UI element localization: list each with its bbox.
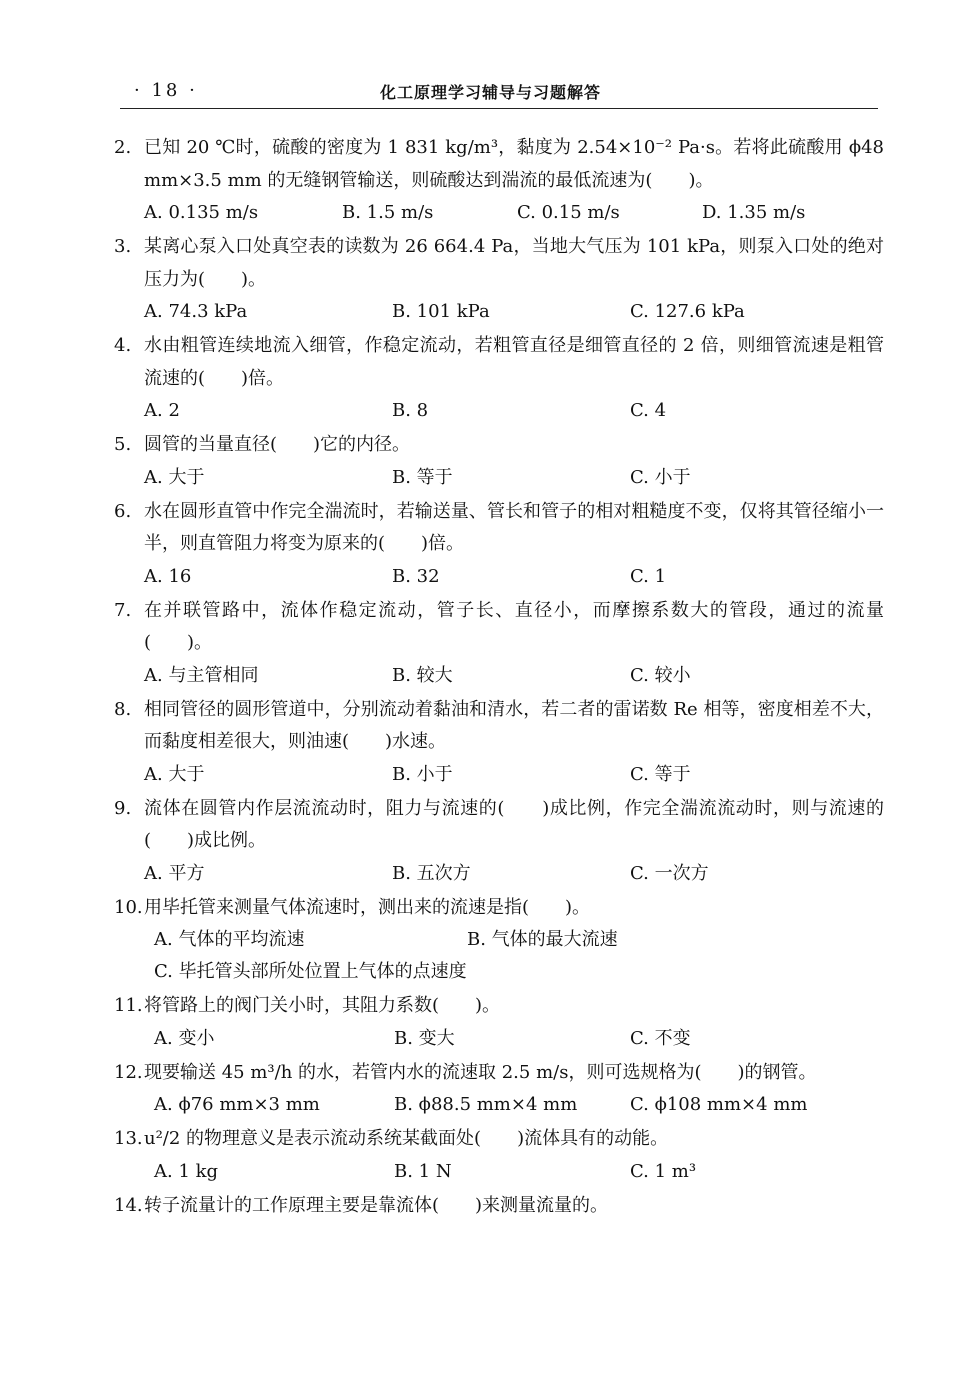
option-c: C. 一次方 [630,862,709,884]
question-text: 水在圆形直管中作完全湍流时，若输送量、管长和管子的相对粗糙度不变，仅将其管径缩小一半，则直管阻力将变为原来的( )倍。 [144,500,884,554]
question-6 [114,496,884,593]
option-a: A. ϕ76 mm×3 mm [154,1094,320,1115]
question-2 [114,132,884,229]
question-text: 用毕托管来测量气体流速时，测出来的流速是指( )。 [144,896,591,918]
question-number: 11. [114,995,143,1016]
question-text: 圆管的当量直径( )它的内径。 [144,434,411,455]
question-number: 6. [114,500,132,522]
running-title: 化工原理学习辅导与习题解答 [380,83,602,102]
question-number: 7. [114,599,132,621]
option-d: D. 1.35 m/s [702,202,806,223]
question-4 [114,330,884,427]
option-c: C. 127.6 kPa [630,301,745,322]
option-b: B. 101 kPa [392,301,490,322]
question-7 [114,595,884,692]
question-text: 已知 20 ℃时，硫酸的密度为 1 831 kg/m³，黏度为 2.54×10⁻² Pa·s。若将此硫酸用 ϕ48 mm×3.5 mm 的无缝钢管输送，则硫酸达到湍流的最低流速为( )。 [144,137,884,191]
question-10 [114,892,884,989]
question-text: 将管路上的阀门关小时，其阻力系数( )。 [144,995,501,1016]
question-number: 4. [114,335,132,356]
question-number: 5. [114,434,132,455]
option-b: B. 等于 [392,466,453,488]
question-text: 某离心泵入口处真空表的读数为 26 664.4 Pa，当地大气压为 101 kPa，则泵入口处的绝对压力为( )。 [144,236,884,290]
option-a: A. 16 [144,565,192,587]
option-b: B. ϕ88.5 mm×4 mm [394,1094,578,1115]
question-text: 现要输送 45 m³/h 的水，若管内水的流速取 2.5 m/s，则可选规格为( )的钢管。 [144,1061,817,1083]
option-a: A. 平方 [144,862,205,884]
options-row [114,924,884,956]
question-text: 相同管径的圆形管道中，分别流动着黏油和清水，若二者的雷诺数 Re 相等，密度相差不大，而黏度相差很大，则油速( )水速。 [144,698,884,752]
option-a: A. 大于 [144,466,205,488]
question-5 [114,429,884,494]
options-row [114,660,884,692]
question-list [114,132,884,1224]
question-text: 在并联管路中，流体作稳定流动，管子长、直径小，而摩擦系数大的管段，通过的流量( )。 [144,599,884,653]
options-row [114,1023,884,1055]
options-row [114,561,884,593]
question-number: 8. [114,698,132,720]
option-b: B. 较大 [392,664,453,686]
question-13 [114,1123,884,1188]
question-number: 14. [114,1194,143,1216]
option-a: A. 变小 [154,1027,215,1049]
question-12 [114,1057,884,1122]
option-b: B. 1 N [394,1160,452,1182]
options-row [114,296,884,328]
options-row [114,395,884,427]
question-number: 9. [114,797,132,819]
page-number: · 18 · [134,80,198,101]
options-row [114,1089,884,1121]
option-c: C. 小于 [630,466,691,488]
question-text: u²/2 的物理意义是表示流动系统某截面处( )流体具有的动能。 [144,1128,669,1149]
question-text: 流体在圆管内作层流流动时，阻力与流速的( )成比例，作完全湍流流动时，则与流速的( )成比例。 [144,797,884,851]
option-c: C. 较小 [630,664,691,686]
option-b: B. 小于 [392,763,453,785]
option-c: C. ϕ108 mm×4 mm [630,1094,808,1115]
option-a: A. 与主管相同 [144,664,259,686]
question-text: 转子流量计的工作原理主要是靠流体( )来测量流量的。 [144,1194,609,1216]
option-a: A. 74.3 kPa [144,301,248,322]
option-b: B. 1.5 m/s [342,202,434,223]
question-9 [114,793,884,890]
option-c: C. 4 [630,400,667,421]
question-number: 12. [114,1061,143,1083]
options-row [114,462,884,494]
option-a: A. 大于 [144,763,205,785]
option-b: B. 变大 [394,1027,455,1049]
question-3 [114,231,884,328]
question-11 [114,990,884,1055]
option-b: B. 气体的最大流速 [467,929,618,950]
options-row [114,858,884,890]
question-8 [114,694,884,791]
options-row [114,759,884,791]
option-b: B. 五次方 [392,862,471,884]
option-a: A. 气体的平均流速 [154,929,305,950]
option-c: C. 不变 [630,1027,691,1049]
options-row [114,956,884,988]
option-a: A. 1 kg [154,1160,219,1182]
question-14 [114,1190,884,1223]
option-a: A. 2 [144,400,180,421]
options-row [114,197,884,229]
option-b: B. 32 [392,565,440,587]
option-c: C. 1 [630,565,667,587]
option-c: C. 等于 [630,763,691,785]
question-text: 水由粗管连续地流入细管，作稳定流动，若粗管直径是细管直径的 2 倍，则细管流速是粗管流速的( )倍。 [144,335,884,389]
option-c: C. 0.15 m/s [517,202,620,223]
question-number: 10. [114,896,143,918]
option-a: A. 0.135 m/s [144,202,259,223]
option-b: B. 8 [392,400,429,421]
question-number: 2. [114,137,132,158]
option-c: C. 1 m³ [630,1160,697,1182]
page-header [120,76,878,109]
options-row [114,1156,884,1188]
option-c: C. 毕托管头部所处位置上气体的点速度 [154,961,467,982]
question-number: 13. [114,1128,143,1149]
question-number: 3. [114,236,132,257]
